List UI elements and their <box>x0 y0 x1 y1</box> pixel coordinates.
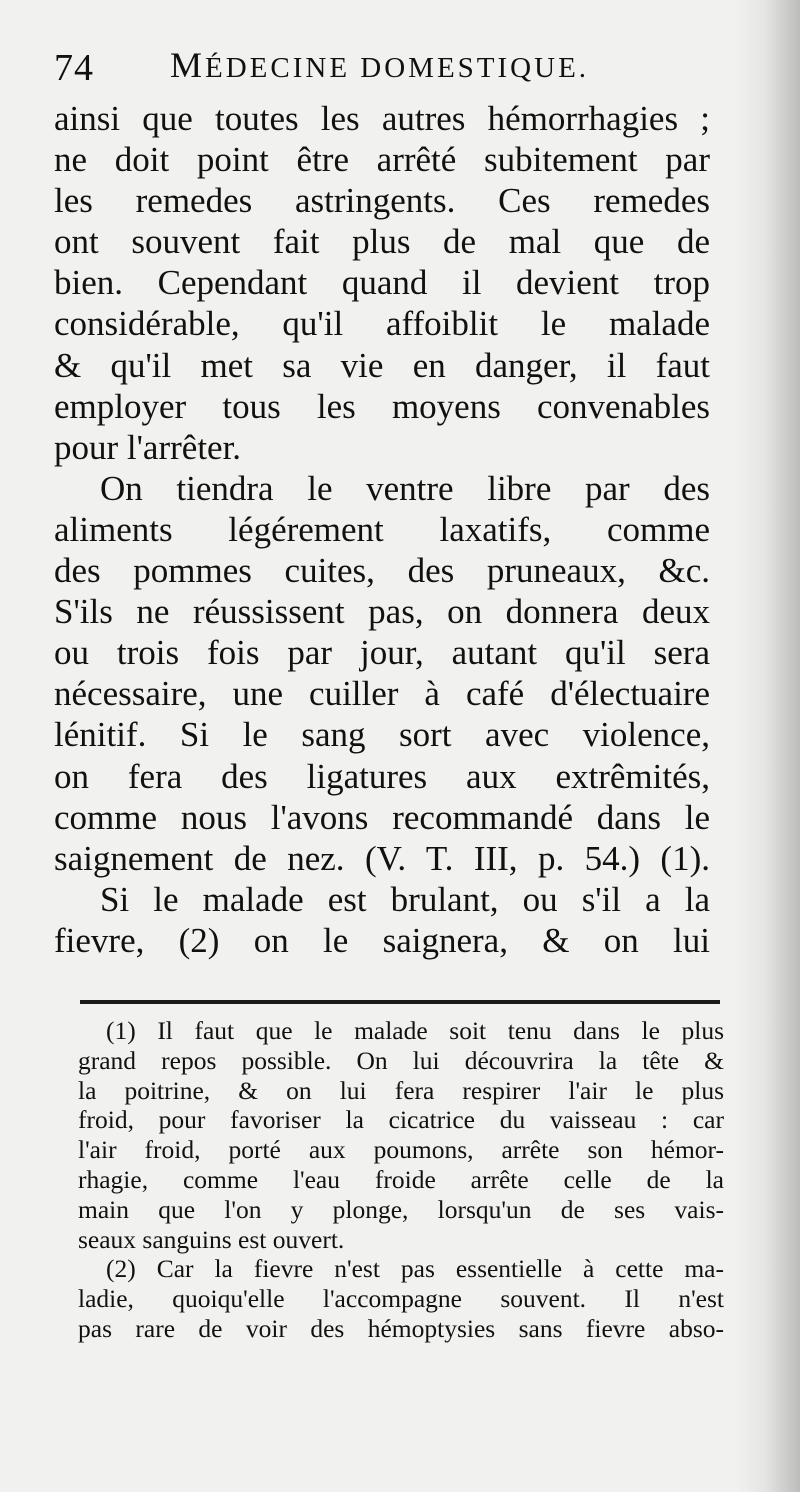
running-head-initial: M <box>170 45 206 85</box>
text-line: ainsi que toutes les autres hémorrhagies ; <box>54 99 710 138</box>
footnote-line: rhagie, comme l'eau froide arrête celle de la <box>78 1164 724 1194</box>
text-line: pour l'arrêter. <box>54 427 242 467</box>
running-head-rest: ÉDECINE DOMESTIQUE. <box>205 52 590 84</box>
page-header <box>54 42 714 94</box>
footnote-line: (1) Il faut que le malade soit tenu dans le plus <box>106 1016 724 1045</box>
footnote-line: grand repos possible. On lui découvrira la tête & <box>78 1045 724 1075</box>
footnote-line: seaux sanguins est ouvert. <box>78 1224 345 1254</box>
footnote-line: l'air froid, porté aux poumons, arrête son hémor- <box>78 1135 724 1165</box>
text-line: des pommes cuites, des pruneaux, &c. <box>54 551 710 591</box>
text-line: saignement de nez. (V. T. III, p. 54.) (1). <box>54 838 710 878</box>
footnote-line: ladie, quoiqu'elle l'accompagne souvent. Il n'est <box>78 1284 724 1314</box>
text-line: aliments légérement laxatifs, comme <box>54 509 710 549</box>
footnote-line: la poitrine, & on lui fera respirer l'air le plus <box>78 1075 724 1105</box>
text-line: lénitif. Si le sang sort avec violence, <box>54 715 710 755</box>
footnote-line: main que l'on y plonge, lorsqu'un de ses vais- <box>78 1194 724 1224</box>
text-line: comme nous l'avons recommandé dans le <box>54 797 710 837</box>
running-head <box>170 44 589 86</box>
footnote-line: pas rare de voir des hémoptysies sans fievre abso- <box>78 1313 724 1343</box>
text-line: S'ils ne réussissent pas, on donnera deux <box>54 592 710 632</box>
text-line: les remedes astringents. Ces remedes <box>54 181 710 221</box>
text-line: employer tous les moyens convenables <box>54 386 710 426</box>
text-line: on fera des ligatures aux extrêmités, <box>54 756 710 796</box>
footnote-rule <box>80 1000 720 1004</box>
text-line: & qu'il met sa vie en danger, il faut <box>54 345 710 385</box>
footnotes <box>78 1016 724 1344</box>
page-number: 74 <box>54 47 94 89</box>
footnote-line: froid, pour favoriser la cicatrice du vaisseau : car <box>78 1105 724 1135</box>
text-line: fievre, (2) on le saignera, & on lui <box>54 920 710 960</box>
text-line: nécessaire, une cuiller à café d'électuaire <box>54 674 710 714</box>
text-line: ou trois fois par jour, autant qu'il sera <box>54 633 710 673</box>
text-line: considérable, qu'il affoiblit le malade <box>54 304 710 344</box>
text-line: On tiendra le ventre libre par des <box>100 468 710 508</box>
page-edge-shadow <box>736 0 800 1492</box>
footnote-line: (2) Car la fievre n'est pas essentielle à cette ma- <box>106 1254 724 1284</box>
text-line: Si le malade est brulant, ou s'il a la <box>100 879 710 919</box>
main-text <box>54 98 710 961</box>
text-line: bien. Cependant quand il devient trop <box>54 263 710 303</box>
text-line: ne doit point être arrêté subitement par <box>54 140 710 180</box>
text-line: ont souvent fait plus de mal que de <box>54 222 710 262</box>
